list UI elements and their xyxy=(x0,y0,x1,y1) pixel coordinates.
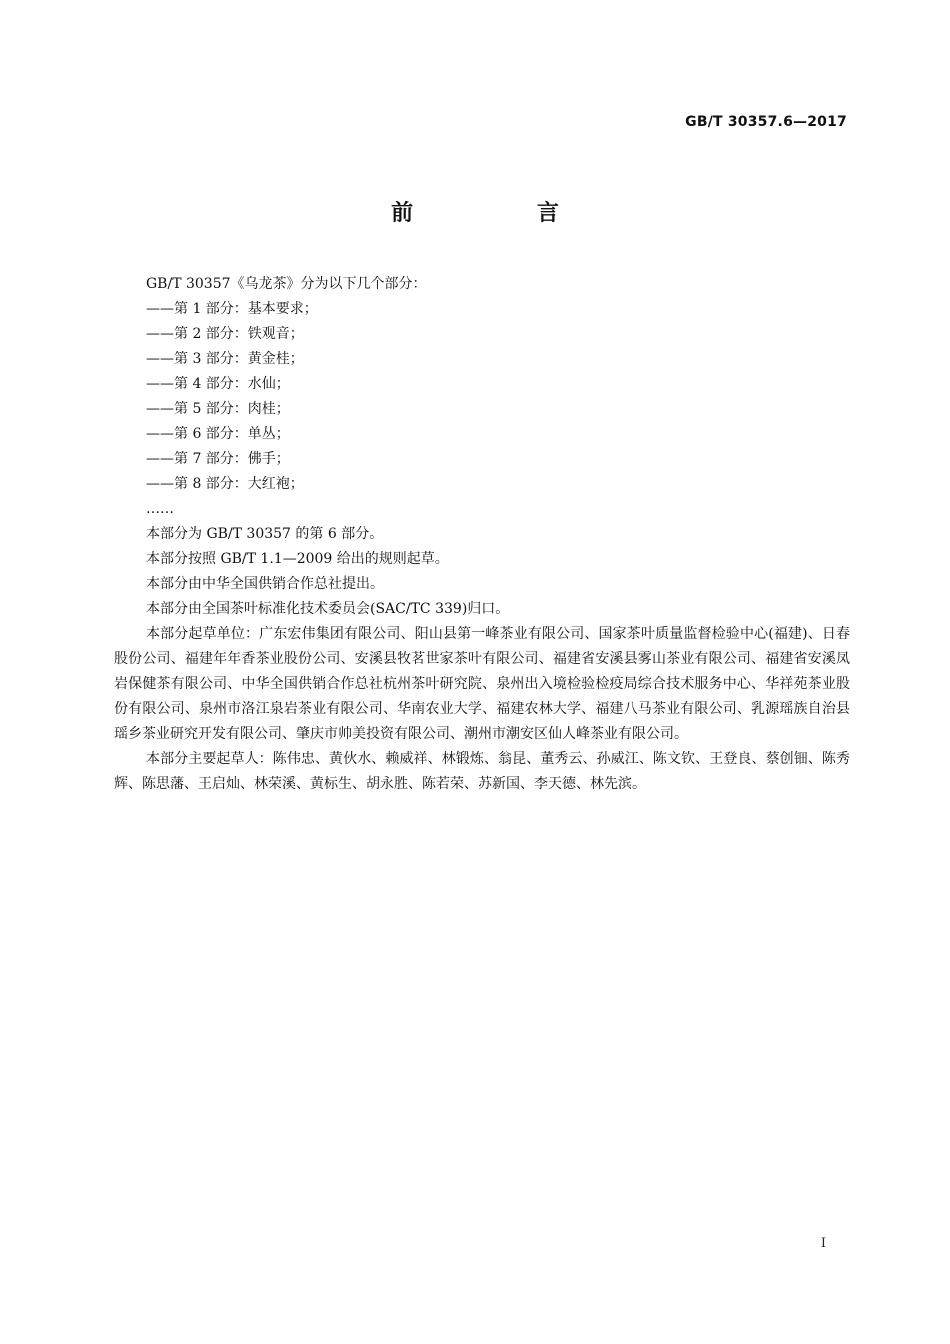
part-item: ——第 2 部分：铁观音； xyxy=(146,326,304,342)
part-item: ——第 8 部分：大红袍； xyxy=(146,476,304,492)
statement-drafting-rules: 本部分按照 GB/T 1.1—2009 给出的规则起草。 xyxy=(146,551,449,567)
part-item: ——第 3 部分：黄金桂； xyxy=(146,351,304,367)
part-item: ——第 7 部分：佛手； xyxy=(146,451,290,467)
part-item: ——第 1 部分：基本要求； xyxy=(146,301,318,317)
statement-part-number: 本部分为 GB/T 30357 的第 6 部分。 xyxy=(146,526,384,542)
foreword-body xyxy=(114,272,850,797)
part-item: ——第 4 部分：水仙； xyxy=(146,376,290,392)
section-title: 前 言 xyxy=(391,201,617,226)
statement-administrator: 本部分由全国茶叶标准化技术委员会(SAC/TC 339)归口。 xyxy=(146,601,510,617)
page-number: I xyxy=(820,1236,826,1251)
drafters-paragraph: 本部分主要起草人：陈伟忠、黄伙水、赖威祥、林锻炼、翁昆、董秀云、孙威江、陈文钦、王登良、蔡创钿、陈秀辉、陈思藩、王启灿、林荣溪、黄标生、胡永胜、陈若荣、苏新国、李天德、林先滨。 xyxy=(114,751,850,792)
part-item: ——第 5 部分：肉桂； xyxy=(146,401,290,417)
drafting-units-paragraph: 本部分起草单位：广东宏伟集团有限公司、阳山县第一峰茶业有限公司、国家茶叶质量监督检验中心(福建)、日春股份公司、福建年年香茶业股份公司、安溪县牧茗世家茶叶有限公司、福建省安溪县雾山茶业有限公司、福建省安溪凤岩保健茶有限公司、中华全国供销合作总社杭州茶叶研究院、泉州出入境检验检疫局综合技术服务中心、华祥苑茶业股份有限公司、泉州市洛江泉岩茶业有限公司、华南农业大学、福建农林大学、福建八马茶业有限公司、乳源瑶族自治县瑶乡茶业研究开发有限公司、肇庆市帅美投资有限公司、潮州市潮安区仙人峰茶业有限公司。 xyxy=(114,626,850,742)
ellipsis: …… xyxy=(146,501,174,517)
standard-number: GB/T 30357.6—2017 xyxy=(685,114,847,130)
parts-intro: GB/T 30357《乌龙茶》分为以下几个部分： xyxy=(146,276,427,292)
statement-proposer: 本部分由中华全国供销合作总社提出。 xyxy=(146,576,384,592)
part-item: ——第 6 部分：单丛； xyxy=(146,426,290,442)
